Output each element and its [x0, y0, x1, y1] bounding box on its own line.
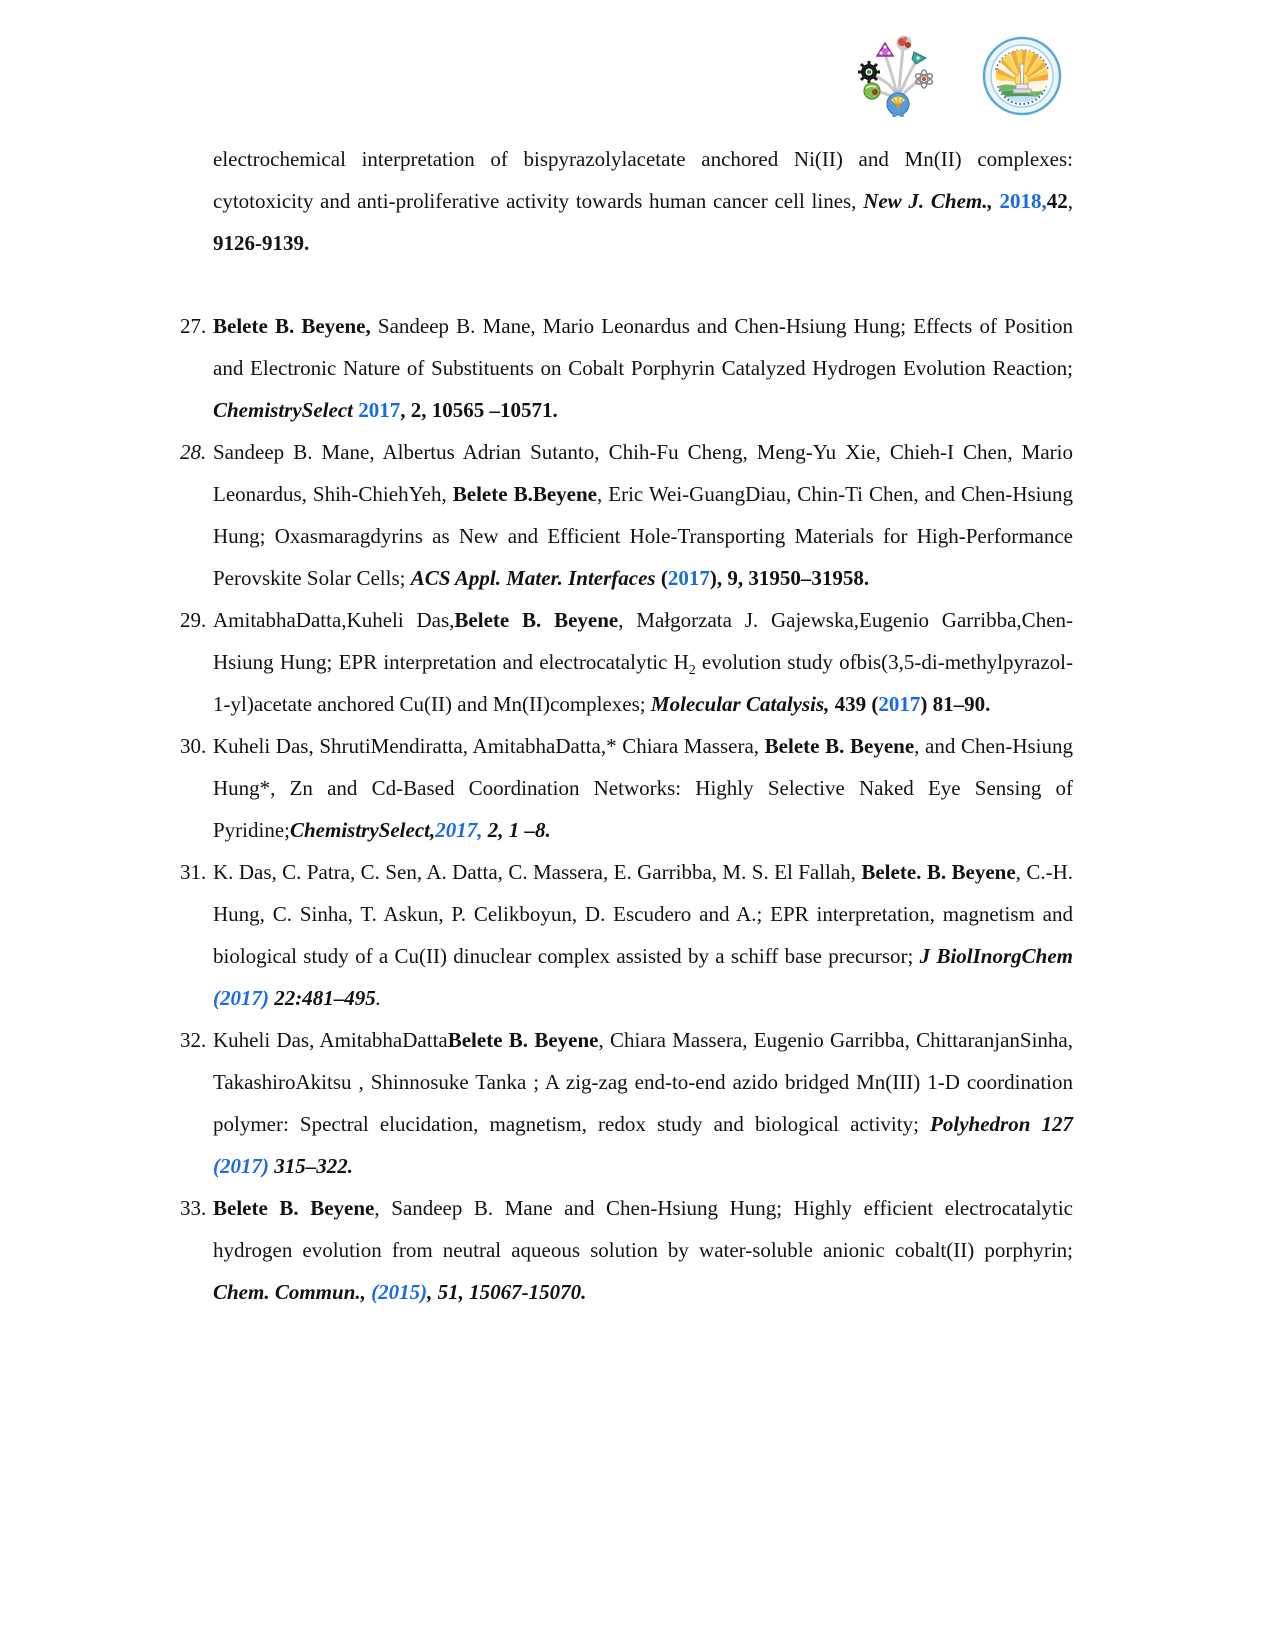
reference-text — [213, 440, 1073, 590]
reference-text — [213, 734, 1073, 842]
text-run: , Chiara Massera, Eugenio Garribba, ChittaranjanSinha, TakashiroAkitsu , Shinnosuke Tanka ; A zig-zag end-to-end azido bridged Mn(III) 1-D coordination polymer: Spectral elucidation, magnetism, redox study and biological activity; — [213, 1028, 1073, 1136]
text-run: 2, 1 –8. — [487, 818, 551, 842]
reference-text — [213, 860, 1073, 1010]
reference-item — [180, 1019, 1073, 1187]
text-run: Belete. B. Beyene — [861, 860, 1016, 884]
science-outreach-logo-icon — [848, 34, 948, 118]
reference-number: 30. — [180, 734, 207, 758]
citation-year-link[interactable]: (2017) — [213, 1154, 275, 1178]
text-run: , Sandeep B. Mane and Chen-Hsiung Hung; Highly efficient electrocatalytic hydrogen evolution from neutral aqueous solution by water-soluble anionic cobalt(II) porphyrin; — [213, 1196, 1073, 1262]
glider-icon — [912, 52, 926, 64]
molecule-triangle-icon — [877, 43, 893, 56]
text-run: Polyhedron 127 — [930, 1112, 1073, 1136]
text-run: Kuheli Das, AmitabhaDatta — [213, 1028, 448, 1052]
text-run: electrochemical interpretation of bispyrazolylacetate anchored Ni(II) and Mn(II) complexes: cytotoxicity and anti-proliferative activity towards human cancer cell lines, — [213, 147, 1073, 213]
text-run: ), 9, 31950–31958. — [709, 566, 870, 590]
text-run: J BiolInorgChem — [919, 944, 1073, 968]
text-run: , Eric Wei-GuangDiau, Chin-Ti Chen, and Chen-Hsiung Hung; Oxasmaragdyrins as New and Efficient Hole-Transporting Materials for High-Performance Perovskite Solar Cells; — [213, 482, 1073, 590]
citation-year-link[interactable]: 2017 — [878, 692, 921, 716]
text-run: Sandeep B. Mane, Albertus Adrian Sutanto, Chih-Fu Cheng, Meng-Yu Xie, Chieh-I Chen, Mario Leonardus, Shih-ChiehYeh, — [213, 440, 1073, 506]
text-run: , C.-H. Hung, C. Sinha, T. Askun, P. Celikboyun, D. Escudero and A.; EPR interpretation, magnetism and biological study of a Cu(II) dinuclear complex assisted by a schiff base precursor; — [213, 860, 1073, 968]
reference-number: 33. — [180, 1196, 207, 1220]
text-run: Belete B. Beyene, — [213, 314, 378, 338]
text-run: , 2, 10565 –10571. — [400, 398, 558, 422]
text-run: 439 ( — [834, 692, 879, 716]
citation-year-link[interactable]: (2015) — [371, 1280, 428, 1304]
reference-item — [180, 1187, 1073, 1313]
citation-year-link[interactable]: 2017 — [667, 566, 710, 590]
reference-continuation-paragraph — [213, 138, 1073, 264]
atom-icon — [914, 70, 933, 88]
text-run: Kuheli Das, ShrutiMendiratta, AmitabhaDatta,* Chiara Massera, — [213, 734, 765, 758]
text-run: Sandeep B. Mane, Mario Leonardus and Chen-Hsiung Hung; Effects of Position and Electronic Nature of Substituents on Cobalt Porphyrin Catalyzed Hydrogen Evolution Reaction; — [213, 314, 1073, 380]
university-seal-icon — [982, 36, 1062, 116]
citation-year-link[interactable]: 2017, — [435, 818, 488, 842]
citation-year-link[interactable]: (2017) — [213, 986, 275, 1010]
text-run: K. Das, C. Patra, C. Sen, A. Datta, C. Massera, E. Garribba, M. S. El Fallah, — [213, 860, 862, 884]
text-run: Belete B. Beyene — [213, 1196, 375, 1220]
text-run: , Małgorzata J. Gajewska,Eugenio Garribba,Chen-Hsiung Hung; EPR interpretation and electrocatalytic H — [213, 608, 1074, 674]
gear-icon — [858, 61, 880, 83]
text-run: Belete B. Beyene — [764, 734, 915, 758]
text-run: , — [1067, 189, 1073, 213]
text-run: 9126-9139. — [213, 231, 310, 255]
text-run: ChemistrySelect — [213, 398, 359, 422]
text-run: New J. Chem., — [863, 189, 1000, 213]
reference-text — [213, 314, 1073, 422]
text-run: evolution study ofbis(3,5-di-methylpyrazol-1-yl)acetate anchored Cu(II) and Mn(II)complexes; — [213, 650, 1073, 716]
text-run: Belete B. Beyene — [447, 1028, 599, 1052]
reference-item — [180, 725, 1073, 851]
publication-list — [180, 138, 1073, 1313]
reference-text — [213, 1196, 1073, 1304]
reference-number: 27. — [180, 314, 207, 338]
text-run: ACS Appl. Mater. Interfaces — [410, 566, 661, 590]
text-run: Belete B. Beyene — [454, 608, 619, 632]
reference-item — [180, 431, 1073, 599]
text-run: ( — [660, 566, 668, 590]
reference-text — [213, 1028, 1073, 1178]
text-run: AmitabhaDatta,Kuheli Das, — [213, 608, 455, 632]
text-run: Chem. Commun., — [213, 1280, 372, 1304]
text-run: Belete B.Beyene — [452, 482, 597, 506]
reference-items — [180, 305, 1073, 1313]
text-run: , 51, 15067-15070. — [427, 1280, 587, 1304]
text-run: ChemistrySelect, — [290, 818, 436, 842]
molecule-cluster-icon — [897, 36, 912, 51]
reference-item — [180, 305, 1073, 431]
reference-number: 31. — [180, 860, 207, 884]
reference-item — [180, 599, 1073, 725]
reference-number: 28. — [180, 440, 207, 464]
text-run: 315–322. — [274, 1154, 353, 1178]
reference-item — [180, 851, 1073, 1019]
text-run: ) 81–90. — [920, 692, 991, 716]
reference-text — [213, 608, 1073, 716]
green-cell-icon — [864, 83, 880, 99]
header-logos — [848, 34, 1062, 118]
text-run: 42 — [1046, 189, 1068, 213]
text-run: 2 — [688, 662, 696, 678]
citation-year-link[interactable]: 2018, — [999, 189, 1047, 213]
text-run: Molecular Catalysis, — [650, 692, 835, 716]
reference-number: 32. — [180, 1028, 207, 1052]
citation-year-link[interactable]: 2017 — [358, 398, 401, 422]
text-run: . — [375, 986, 381, 1010]
reference-number: 29. — [180, 608, 207, 632]
text-run: , and Chen-Hsiung Hung*, Zn and Cd-Based Coordination Networks: Highly Selective Naked Eye Sensing of Pyridine; — [213, 734, 1073, 842]
text-run: 22:481–495 — [274, 986, 376, 1010]
